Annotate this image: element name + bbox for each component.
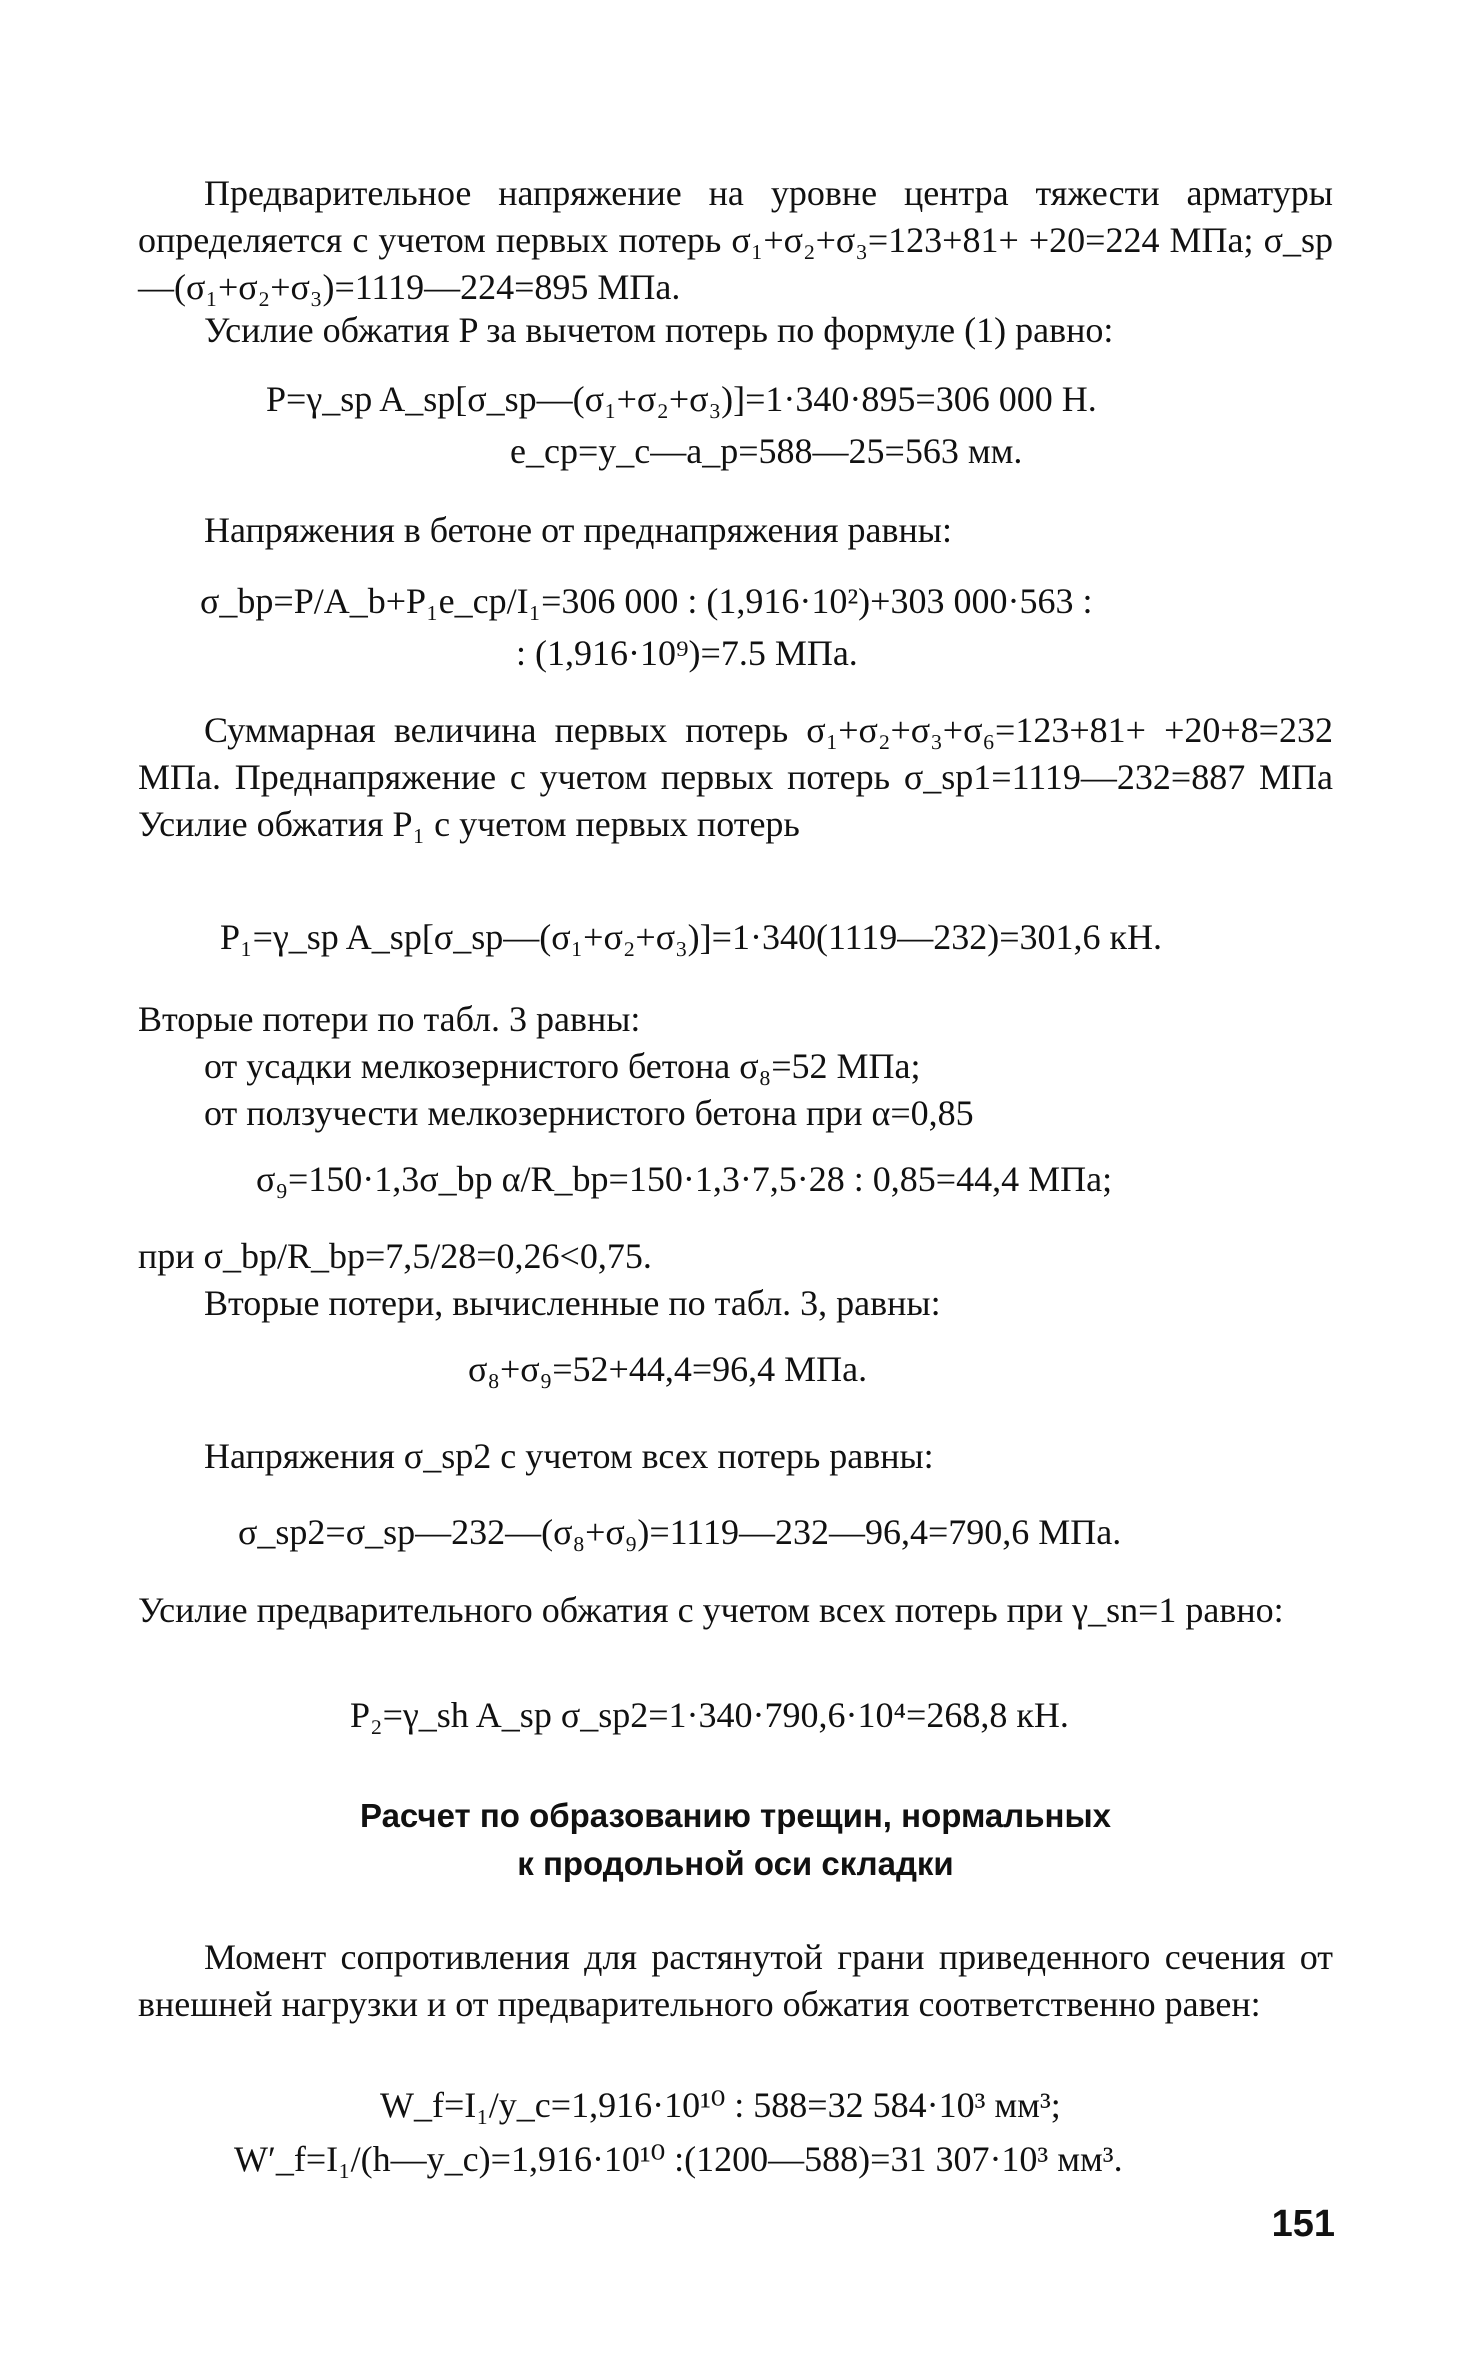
equation-force-p1: P₁=γ_sp A_sp[σ_sp—(σ₁+σ₂+σ₃)]=1·340(1119—232)=301,6 кН.: [220, 917, 1163, 957]
paragraph-stress-all-losses: Напряжения σ_sp2 с учетом всех потерь равны:: [204, 1436, 934, 1476]
paragraph-section-modulus: Момент сопротивления для растянутой грани приведенного сечения от внешней нагрузки и от предварительного обжатия соответственно равен:: [138, 1937, 1333, 2024]
paragraph-concrete-stress: Напряжения в бетоне от преднапряжения равны:: [204, 510, 952, 550]
equation-concrete-stress-line2: : (1,916·10⁹)=7.5 МПа.: [516, 633, 858, 673]
paragraph-second-losses-computed: Вторые потери, вычисленные по табл. 3, равны:: [204, 1283, 941, 1323]
paragraph-compression-force: Усилие обжатия P за вычетом потерь по формуле (1) равно:: [204, 310, 1114, 350]
paragraph-prestress-level: Предварительное напряжение на уровне центра тяжести арматуры определяется с учетом первых потерь σ₁+σ₂+σ₃=123+81+ +20=224 МПа; σ_sp—(σ₁+σ₂+σ₃)=1119—224=895 МПа.: [138, 173, 1333, 307]
paragraph-second-losses: Вторые потери по табл. 3 равны:: [138, 999, 641, 1039]
equation-creep-loss: σ₉=150·1,3σ_bp α/R_bp=150·1,3·7,5·28 : 0,85=44,4 МПа;: [256, 1159, 1113, 1199]
equation-force-p: P=γ_sp A_sp[σ_sp—(σ₁+σ₂+σ₃)]=1·340·895=306 000 Н.: [266, 379, 1097, 419]
equation-force-p2: P₂=γ_sh A_sp σ_sp2=1·340·790,6·10⁴=268,8 кН.: [350, 1695, 1069, 1735]
paragraph-force-all-losses: Усилие предварительного обжатия с учетом всех потерь при γ_sn=1 равно:: [138, 1590, 1284, 1630]
equation-concrete-stress-line1: σ_bp=P/A_b+P₁e_cp/I₁=306 000 : (1,916·10²)+303 000·563 :: [200, 581, 1093, 621]
equation-modulus-wf: W_f=I₁/y_c=1,916·10¹⁰ : 588=32 584·10³ мм³;: [380, 2085, 1061, 2125]
equation-eccentricity: e_cp=y_c—a_p=588—25=563 мм.: [510, 431, 1023, 471]
equation-stress-sp2: σ_sp2=σ_sp—232—(σ₈+σ₉)=1119—232—96,4=790,6 МПа.: [238, 1512, 1122, 1552]
section-heading-line1: Расчет по образованию трещин, нормальных: [360, 1797, 1111, 1834]
paragraph-first-losses: Суммарная величина первых потерь σ₁+σ₂+σ₃+σ₆=123+81+ +20+8=232 МПа. Преднапряжение с учетом первых потерь σ_sp1=1119—232=887 МПа Усилие обжатия P₁ с учетом первых потерь: [138, 710, 1333, 844]
section-heading-line2: к продольной оси складки: [517, 1845, 954, 1882]
paragraph-stress-ratio: при σ_bp/R_bp=7,5/28=0,26<0,75.: [138, 1236, 652, 1276]
paragraph-creep: от ползучести мелкозернистого бетона при α=0,85: [204, 1093, 974, 1133]
paragraph-shrinkage: от усадки мелкозернистого бетона σ₈=52 МПа;: [204, 1046, 921, 1086]
equation-modulus-wf-prime: W′_f=I₁/(h—y_c)=1,916·10¹⁰ :(1200—588)=31 307·10³ мм³.: [234, 2139, 1123, 2179]
page-number: 151: [1271, 2203, 1335, 2245]
equation-total-second-losses: σ₈+σ₉=52+44,4=96,4 МПа.: [468, 1349, 868, 1389]
